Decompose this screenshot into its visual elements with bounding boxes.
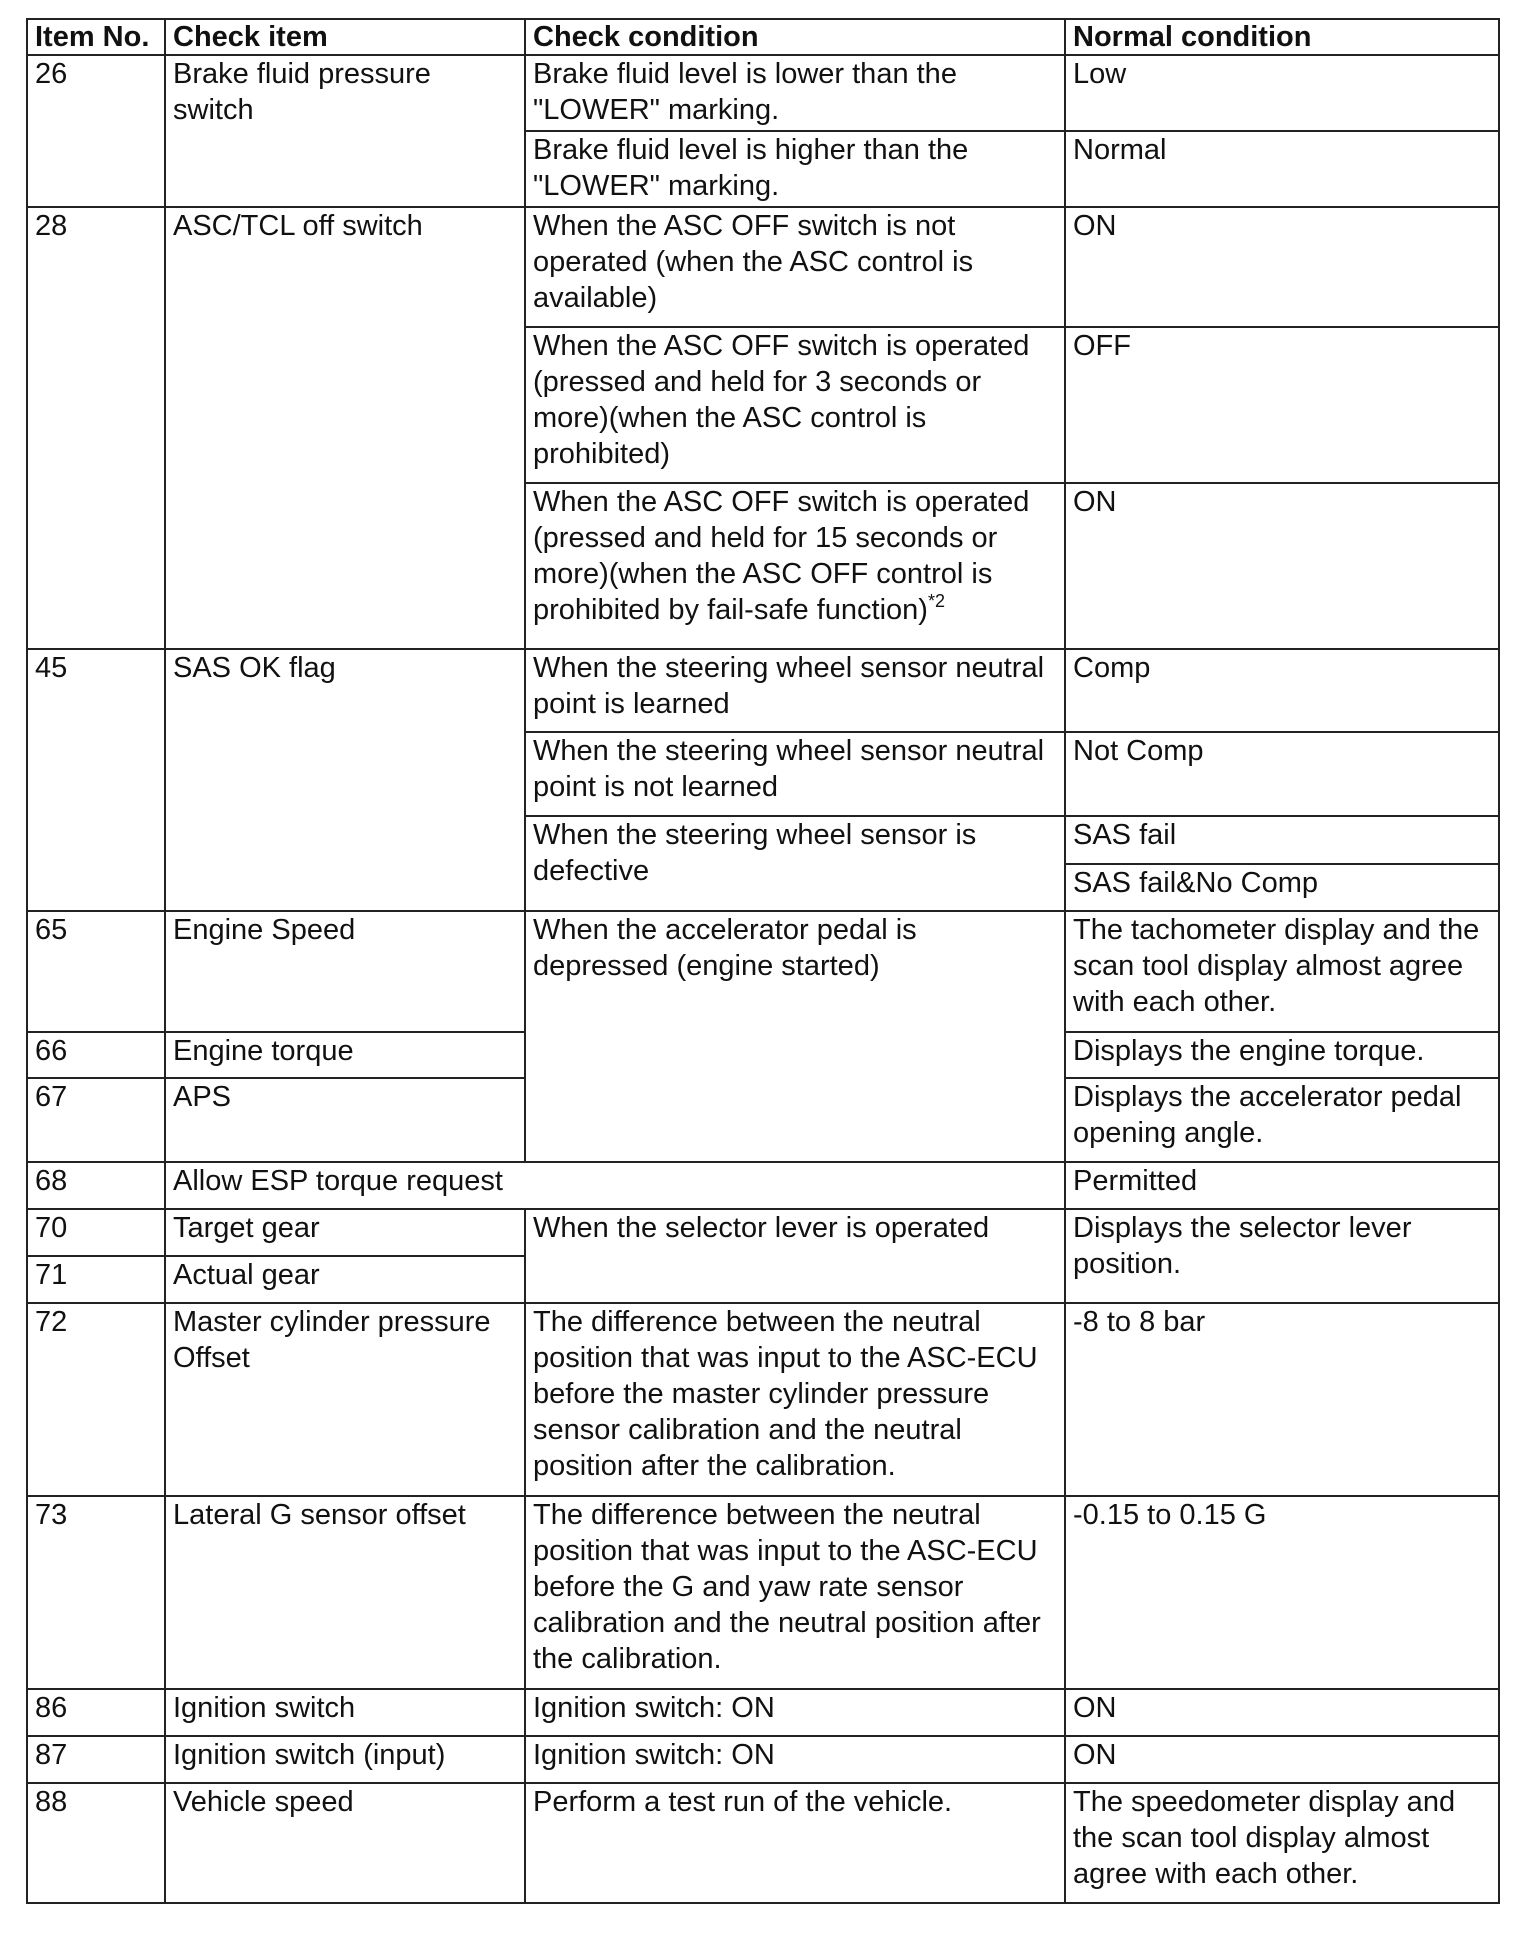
footnote-marker: *2 (927, 591, 945, 611)
check-item-cell: Actual gear (165, 1256, 525, 1303)
normal-condition-cell: Displays the engine torque. (1065, 1032, 1499, 1078)
check-item-cell: Target gear (165, 1209, 525, 1256)
table-row (27, 1689, 1499, 1736)
normal-condition-cell: ON (1065, 483, 1499, 649)
check-condition-cell: The difference between the neutral position that was input to the ASC-ECU before the G and yaw rate sensor calibration and the neutral position after the calibration. (525, 1496, 1065, 1689)
table-row (27, 1303, 1499, 1496)
normal-condition-cell: ON (1065, 1736, 1499, 1783)
check-condition-cell: Brake fluid level is higher than the "LOWER" marking. (525, 131, 1065, 207)
check-condition-cell: Perform a test run of the vehicle. (525, 1783, 1065, 1903)
table-row (27, 1496, 1499, 1689)
check-item-cell: Allow ESP torque request (165, 1162, 1065, 1209)
normal-condition-cell: Displays the accelerator pedal opening angle. (1065, 1078, 1499, 1162)
item-no-cell: 67 (27, 1078, 165, 1162)
normal-condition-cell: The speedometer display and the scan tool display almost agree with each other. (1065, 1783, 1499, 1903)
header-row (27, 19, 1499, 55)
normal-condition-cell: Displays the selector lever position. (1065, 1209, 1499, 1303)
header-check-item: Check item (165, 19, 525, 55)
item-no-cell: 68 (27, 1162, 165, 1209)
check-item-cell: Lateral G sensor offset (165, 1496, 525, 1689)
check-condition-cell: Ignition switch: ON (525, 1736, 1065, 1783)
item-no-cell: 65 (27, 911, 165, 1032)
header-item-no: Item No. (27, 19, 165, 55)
check-condition-cell: When the selector lever is operated (525, 1209, 1065, 1303)
normal-condition-cell: SAS fail&No Comp (1065, 864, 1499, 911)
item-no-cell: 26 (27, 55, 165, 207)
check-condition-cell: When the ASC OFF switch is operated (pressed and held for 3 seconds or more)(when the ASC control is prohibited) (525, 327, 1065, 483)
check-item-cell: Ignition switch (165, 1689, 525, 1736)
check-condition-cell: When the ASC OFF switch is not operated (when the ASC control is available) (525, 207, 1065, 327)
item-no-cell: 66 (27, 1032, 165, 1078)
normal-condition-cell: Normal (1065, 131, 1499, 207)
check-item-cell: Engine torque (165, 1032, 525, 1078)
item-no-cell: 72 (27, 1303, 165, 1496)
item-no-cell: 73 (27, 1496, 165, 1689)
header-normal-condition: Normal condition (1065, 19, 1499, 55)
check-item-cell: ASC/TCL off switch (165, 207, 525, 649)
normal-condition-cell: Comp (1065, 649, 1499, 732)
table-row (27, 1162, 1499, 1209)
check-condition-text: When the ASC OFF switch is operated (pressed and held for 15 seconds or more)(when the ASC OFF control is prohibited by fail-safe function) (533, 486, 1030, 626)
check-condition-cell: Brake fluid level is lower than the "LOWER" marking. (525, 55, 1065, 131)
normal-condition-cell: Not Comp (1065, 732, 1499, 816)
normal-condition-cell: ON (1065, 207, 1499, 327)
check-condition-cell: When the steering wheel sensor neutral point is not learned (525, 732, 1065, 816)
normal-condition-cell: Permitted (1065, 1162, 1499, 1209)
normal-condition-cell: -0.15 to 0.15 G (1065, 1496, 1499, 1689)
normal-condition-cell: SAS fail (1065, 816, 1499, 864)
check-condition-cell: Ignition switch: ON (525, 1689, 1065, 1736)
check-condition-cell (525, 483, 1065, 649)
normal-condition-cell: The tachometer display and the scan tool display almost agree with each other. (1065, 911, 1499, 1032)
item-no-cell: 88 (27, 1783, 165, 1903)
table-row (27, 1783, 1499, 1903)
item-no-cell: 86 (27, 1689, 165, 1736)
item-no-cell: 70 (27, 1209, 165, 1256)
table-row (27, 911, 1499, 1032)
check-item-table (26, 18, 1500, 1904)
header-check-condition: Check condition (525, 19, 1065, 55)
check-condition-cell: When the steering wheel sensor neutral point is learned (525, 649, 1065, 732)
check-item-cell: Engine Speed (165, 911, 525, 1032)
check-item-cell: SAS OK flag (165, 649, 525, 911)
check-item-cell: Master cylinder pressure Offset (165, 1303, 525, 1496)
spec-table-container (26, 18, 1500, 1904)
normal-condition-cell: ON (1065, 1689, 1499, 1736)
normal-condition-cell: -8 to 8 bar (1065, 1303, 1499, 1496)
normal-condition-cell: OFF (1065, 327, 1499, 483)
table-row (27, 55, 1499, 131)
table-row (27, 649, 1499, 732)
check-item-cell: APS (165, 1078, 525, 1162)
check-condition-cell: When the accelerator pedal is depressed (engine started) (525, 911, 1065, 1162)
item-no-cell: 28 (27, 207, 165, 649)
item-no-cell: 71 (27, 1256, 165, 1303)
check-item-cell: Vehicle speed (165, 1783, 525, 1903)
check-condition-cell: When the steering wheel sensor is defective (525, 816, 1065, 911)
check-condition-cell: The difference between the neutral position that was input to the ASC-ECU before the master cylinder pressure sensor calibration and the neutral position after the calibration. (525, 1303, 1065, 1496)
check-item-cell: Ignition switch (input) (165, 1736, 525, 1783)
item-no-cell: 45 (27, 649, 165, 911)
table-row (27, 1209, 1499, 1256)
item-no-cell: 87 (27, 1736, 165, 1783)
table-row (27, 207, 1499, 327)
check-item-cell: Brake fluid pressure switch (165, 55, 525, 207)
normal-condition-cell: Low (1065, 55, 1499, 131)
table-row (27, 1736, 1499, 1783)
